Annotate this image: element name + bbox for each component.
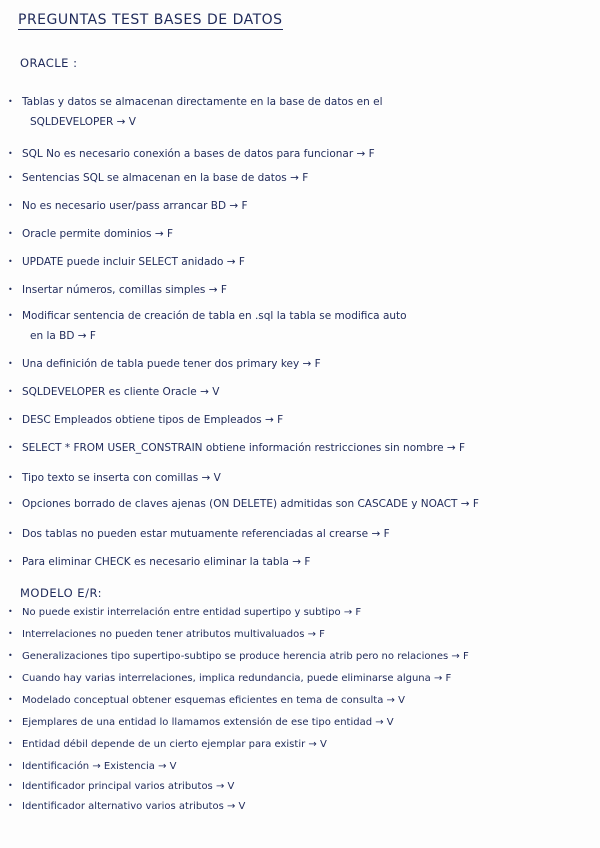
- list-item: [8, 92, 593, 132]
- list-item: [8, 626, 593, 643]
- item-text: Entidad débil depende de un cierto ejemplar para existir → V: [22, 739, 327, 750]
- item-text: Insertar números, comillas simples → F: [22, 284, 227, 296]
- bullet-icon: •: [8, 387, 13, 396]
- item-text: SELECT * FROM USER_CONSTRAIN obtiene información restricciones sin nombre → F: [22, 442, 466, 454]
- list-item: [8, 494, 593, 514]
- list-item: [8, 758, 593, 775]
- item-text: No puede existir interrelación entre entidad supertipo y subtipo → F: [22, 607, 362, 618]
- item-text: Para eliminar CHECK es necesario eliminar la tabla → F: [22, 556, 311, 568]
- bullet-icon: •: [8, 311, 13, 320]
- bullet-icon: •: [8, 739, 13, 748]
- list-item: [8, 196, 593, 216]
- bullet-icon: •: [8, 607, 13, 616]
- list-item: [8, 798, 593, 815]
- list-item: [8, 382, 593, 402]
- page-title: PREGUNTAS TEST BASES DE DATOS: [18, 12, 283, 28]
- item-text: Ejemplares de una entidad lo llamamos extensión de ese tipo entidad → V: [22, 717, 394, 728]
- item-text: Identificador alternativo varios atributos → V: [22, 801, 246, 812]
- item-text: UPDATE puede incluir SELECT anidado → F: [22, 256, 245, 268]
- bullet-icon: •: [8, 201, 13, 210]
- item-text: Tablas y datos se almacenan directamente en la base de datos en el: [22, 96, 383, 108]
- bullet-icon: •: [8, 673, 13, 682]
- list-item: [8, 438, 593, 458]
- list-item: [8, 224, 593, 244]
- bullet-icon: •: [8, 629, 13, 638]
- bullet-icon: •: [8, 499, 13, 508]
- bullet-icon: •: [8, 695, 13, 704]
- bullet-icon: •: [8, 651, 13, 660]
- list-item: [8, 168, 593, 188]
- bullet-icon: •: [8, 473, 13, 482]
- item-text: Modificar sentencia de creación de tabla en .sql la tabla se modifica auto: [22, 310, 407, 322]
- list-item: [8, 552, 593, 572]
- item-text-continuation: SQLDEVELOPER → V: [30, 116, 136, 128]
- section-heading-modelo-er: MODELO E/R:: [20, 586, 102, 600]
- bullet-icon: •: [8, 529, 13, 538]
- bullet-icon: •: [8, 359, 13, 368]
- list-item: [8, 648, 593, 665]
- list-item: [8, 604, 593, 621]
- bullet-icon: •: [8, 761, 13, 770]
- bullet-icon: •: [8, 781, 13, 790]
- bullet-icon: •: [8, 415, 13, 424]
- item-text-continuation: en la BD → F: [30, 330, 96, 342]
- list-item: [8, 410, 593, 430]
- list-item: [8, 714, 593, 731]
- list-item: [8, 354, 593, 374]
- list-item: [8, 692, 593, 709]
- list-item: [8, 670, 593, 687]
- bullet-icon: •: [8, 801, 13, 810]
- item-text: Modelado conceptual obtener esquemas eficientes en tema de consulta → V: [22, 695, 405, 706]
- bullet-icon: •: [8, 557, 13, 566]
- item-text: SQL No es necesario conexión a bases de datos para funcionar → F: [22, 148, 375, 160]
- list-item: [8, 736, 593, 753]
- list-item: [8, 144, 593, 164]
- item-text: Interrelaciones no pueden tener atributos multivaluados → F: [22, 629, 325, 640]
- list-item: [8, 306, 593, 346]
- item-text: Identificación → Existencia → V: [22, 761, 177, 772]
- item-text: Oracle permite dominios → F: [22, 228, 174, 240]
- list-item: [8, 778, 593, 795]
- bullet-icon: •: [8, 149, 13, 158]
- list-item: [8, 252, 593, 272]
- list-item: [8, 468, 593, 488]
- bullet-icon: •: [8, 717, 13, 726]
- list-item: [8, 524, 593, 544]
- bullet-icon: •: [8, 173, 13, 182]
- item-text: Una definición de tabla puede tener dos primary key → F: [22, 358, 321, 370]
- item-text: Generalizaciones tipo supertipo-subtipo se produce herencia atrib pero no relaciones → F: [22, 651, 469, 662]
- item-text: Identificador principal varios atributos → V: [22, 781, 235, 792]
- item-text: DESC Empleados obtiene tipos de Empleados → F: [22, 414, 284, 426]
- item-text: Cuando hay varias interrelaciones, implica redundancia, puede eliminarse alguna → F: [22, 673, 452, 684]
- item-text: Sentencias SQL se almacenan en la base de datos → F: [22, 172, 309, 184]
- list-item: [8, 280, 593, 300]
- item-text: SQLDEVELOPER es cliente Oracle → V: [22, 386, 220, 398]
- item-text: Tipo texto se inserta con comillas → V: [22, 472, 221, 484]
- bullet-icon: •: [8, 257, 13, 266]
- bullet-icon: •: [8, 285, 13, 294]
- bullet-icon: •: [8, 229, 13, 238]
- section-heading-oracle: ORACLE :: [20, 56, 78, 70]
- bullet-icon: •: [8, 443, 13, 452]
- bullet-icon: •: [8, 97, 13, 106]
- item-text: No es necesario user/pass arrancar BD → F: [22, 200, 248, 212]
- item-text: Opciones borrado de claves ajenas (ON DELETE) admitidas son CASCADE y NOACT → F: [22, 498, 479, 510]
- item-text: Dos tablas no pueden estar mutuamente referenciadas al crearse → F: [22, 528, 390, 540]
